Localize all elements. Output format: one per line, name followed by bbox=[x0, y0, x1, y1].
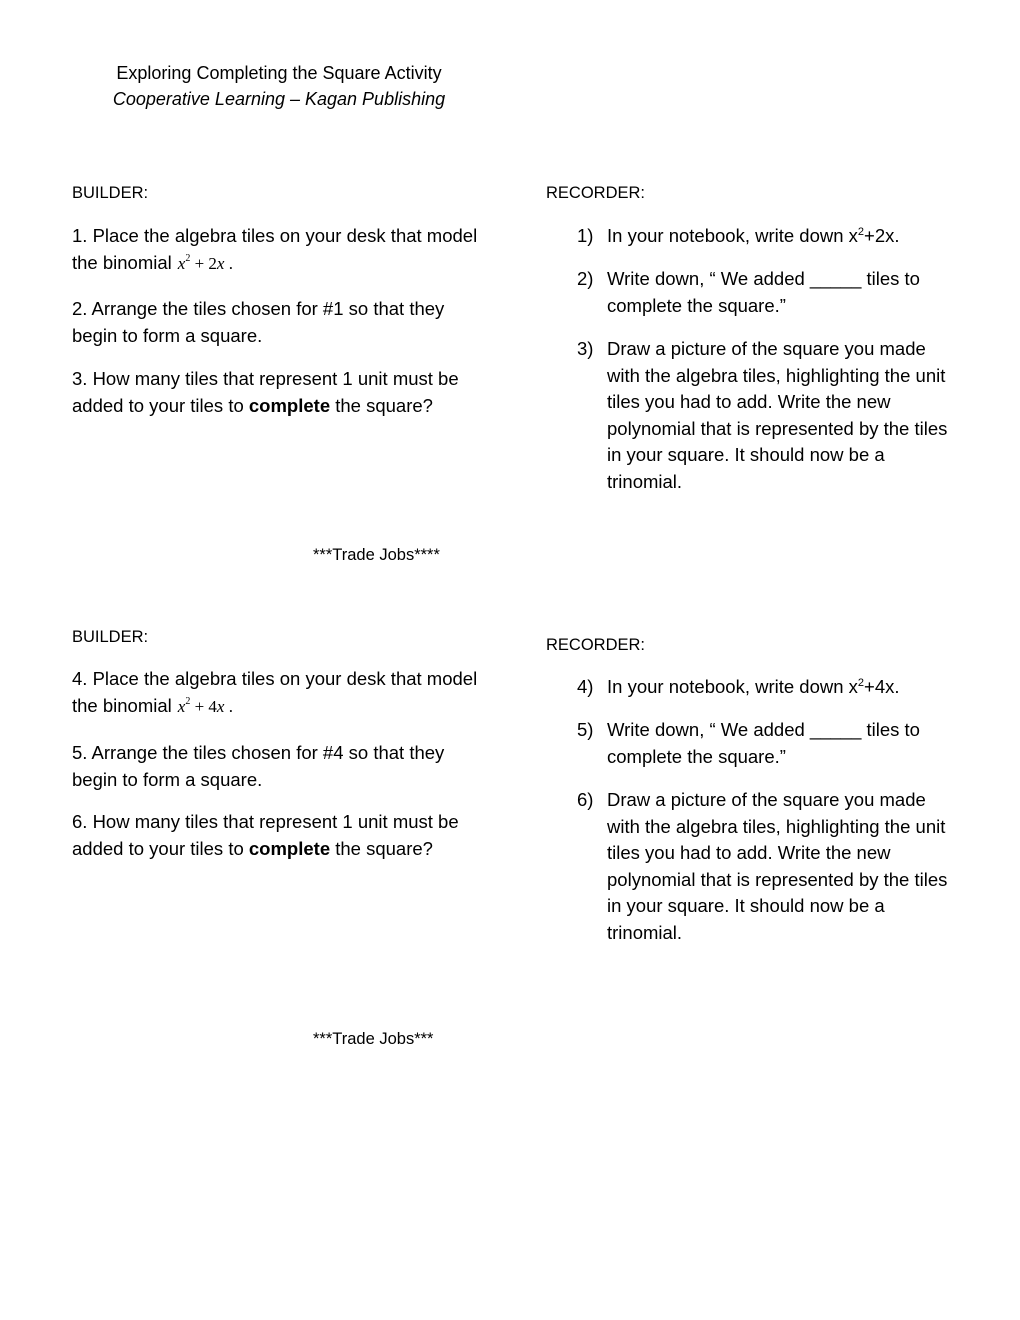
recorder-item-4: 4) In your notebook, write down $x^2+4x$. bbox=[577, 676, 900, 697]
builder-item-2: 2. Arrange the tiles chosen for #1 so that they begin to form a square. bbox=[72, 298, 445, 346]
builder-item-6: 6. How many tiles that represent 1 unit must be added to your tiles to complete the square? bbox=[72, 811, 459, 859]
trade-jobs-note: ***Trade Jobs**** bbox=[313, 546, 440, 564]
recorder-item-3: 3) Draw a picture of the square you made with the algebra tiles, highlighting the unit tiles you had to add. Write the new polynomial that is represented by the tiles in your square. It should now be a trinomial. bbox=[577, 338, 948, 492]
recorder-item-1: 1) In your notebook, write down $x^2+2x$. bbox=[577, 225, 900, 246]
recorder-item-2: 2) Write down, “ We added _____ tiles to complete the square.” bbox=[577, 268, 920, 316]
trade-jobs-note: ***Trade Jobs*** bbox=[313, 1030, 434, 1048]
builder-item-text: 4. Place the algebra tiles on your desk that model the binomial bbox=[72, 668, 478, 716]
binomial-expression: $x^2 + 4x$ . bbox=[177, 695, 233, 716]
builder-label: BUILDER: bbox=[72, 184, 149, 202]
builder-label: BUILDER: bbox=[72, 628, 149, 646]
document-title: Exploring Completing the Square Activity bbox=[116, 63, 442, 83]
recorder-label: RECORDER: bbox=[546, 184, 646, 202]
builder-item-text: 1. Place the algebra tiles on your desk that model the binomial bbox=[72, 225, 478, 273]
document-subtitle: Cooperative Learning – Kagan Publishing bbox=[112, 89, 446, 109]
builder-item-5: 5. Arrange the tiles chosen for #4 so that they begin to form a square. bbox=[72, 742, 445, 790]
binomial-expression: $x^2 + 2x$ . bbox=[177, 252, 233, 273]
builder-item-1 bbox=[72, 223, 492, 277]
recorder-item-6: 6) Draw a picture of the square you made with the algebra tiles, highlighting the unit tiles you had to add. Write the new polynomial that is represented by the tiles in your square. It should now be a trinomial. bbox=[577, 789, 948, 943]
builder-item-3: 3. How many tiles that represent 1 unit must be added to your tiles to complete the square? bbox=[72, 368, 459, 416]
builder-item-4 bbox=[72, 666, 492, 720]
recorder-item-5: 5) Write down, “ We added _____ tiles to complete the square.” bbox=[577, 719, 920, 767]
recorder-label: RECORDER: bbox=[546, 636, 646, 654]
